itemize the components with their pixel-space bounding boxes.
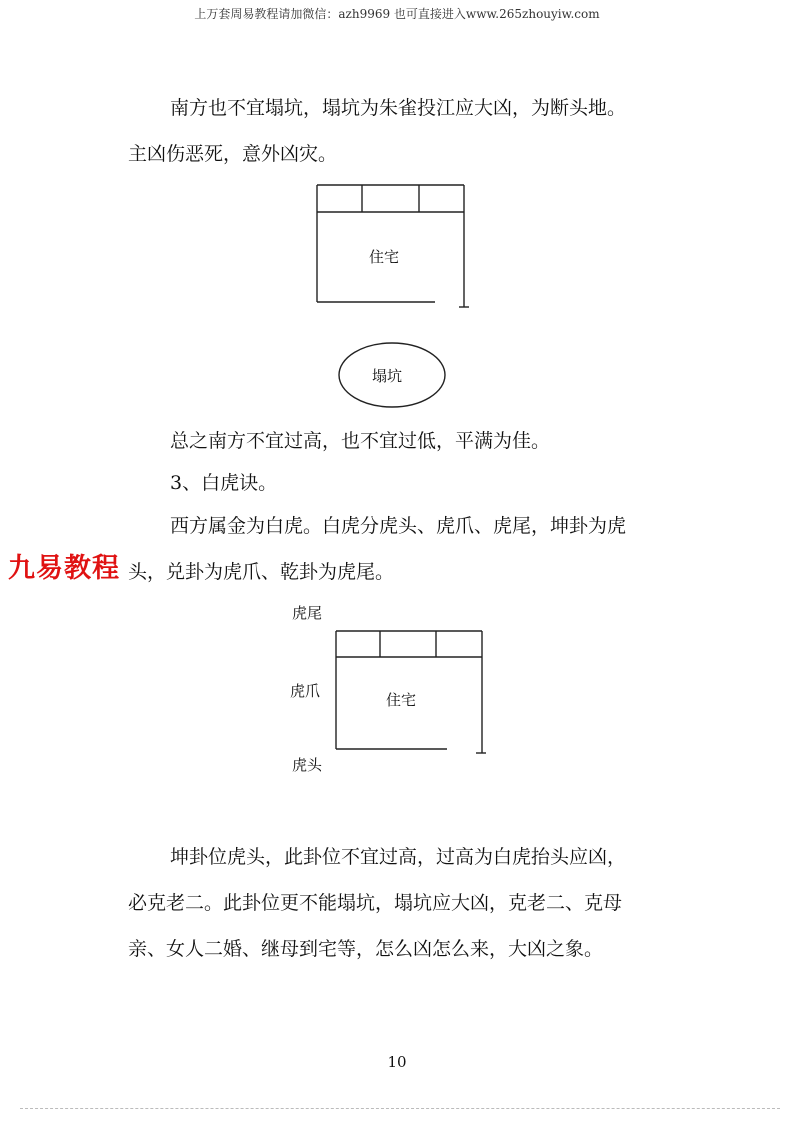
house-outline	[317, 185, 469, 307]
tiger-tail-label: 虎尾	[292, 604, 323, 622]
paragraph-summary	[128, 418, 688, 464]
watermark-logo: 九易教程	[8, 546, 126, 585]
diagram-house-pit-svg	[300, 180, 480, 420]
tiger-claw-label: 虎爪	[290, 682, 321, 700]
pit-label: 塌坑	[371, 367, 403, 385]
section-heading	[128, 460, 688, 506]
diagram-white-tiger	[280, 595, 500, 785]
paragraph-south-pit	[128, 85, 688, 177]
section-heading-text: 3、白虎诀。	[170, 472, 278, 494]
tiger-head-label: 虎头	[292, 756, 323, 774]
paragraph-line: 南方也不宜塌坑，塌坑为朱雀投江应大凶，为断头地。	[170, 97, 627, 119]
paragraph-line: 必克老二。此卦位更不能塌坑，塌坑应大凶，克老二、克母	[128, 892, 623, 914]
page-header: 上万套周易教程请加微信：azh9969 也可直接进入www.265zhouyiw.com	[194, 7, 600, 21]
footer-divider	[20, 1108, 780, 1109]
paragraph-line: 头，兑卦为虎爪、乾卦为虎尾。	[128, 561, 395, 583]
house-label: 住宅	[368, 248, 400, 266]
diagram-house-pit	[300, 180, 480, 420]
paragraph-white-tiger	[128, 503, 688, 595]
diagram-white-tiger-svg	[280, 595, 500, 785]
paragraph-line: 主凶伤恶死，意外凶灾。	[128, 143, 338, 165]
page-number: 10	[387, 1053, 407, 1071]
paragraph-kun-tiger-head	[128, 834, 688, 972]
paragraph-line: 亲、女人二婚、继母到宅等，怎么凶怎么来，大凶之象。	[128, 938, 604, 960]
paragraph-line: 西方属金为白虎。白虎分虎头、虎爪、虎尾，坤卦为虎	[170, 515, 627, 537]
paragraph-line: 总之南方不宜过高，也不宜过低，平满为佳。	[170, 430, 551, 452]
house-label: 住宅	[385, 691, 417, 709]
paragraph-line: 坤卦位虎头，此卦位不宜过高，过高为白虎抬头应凶，	[170, 846, 627, 868]
